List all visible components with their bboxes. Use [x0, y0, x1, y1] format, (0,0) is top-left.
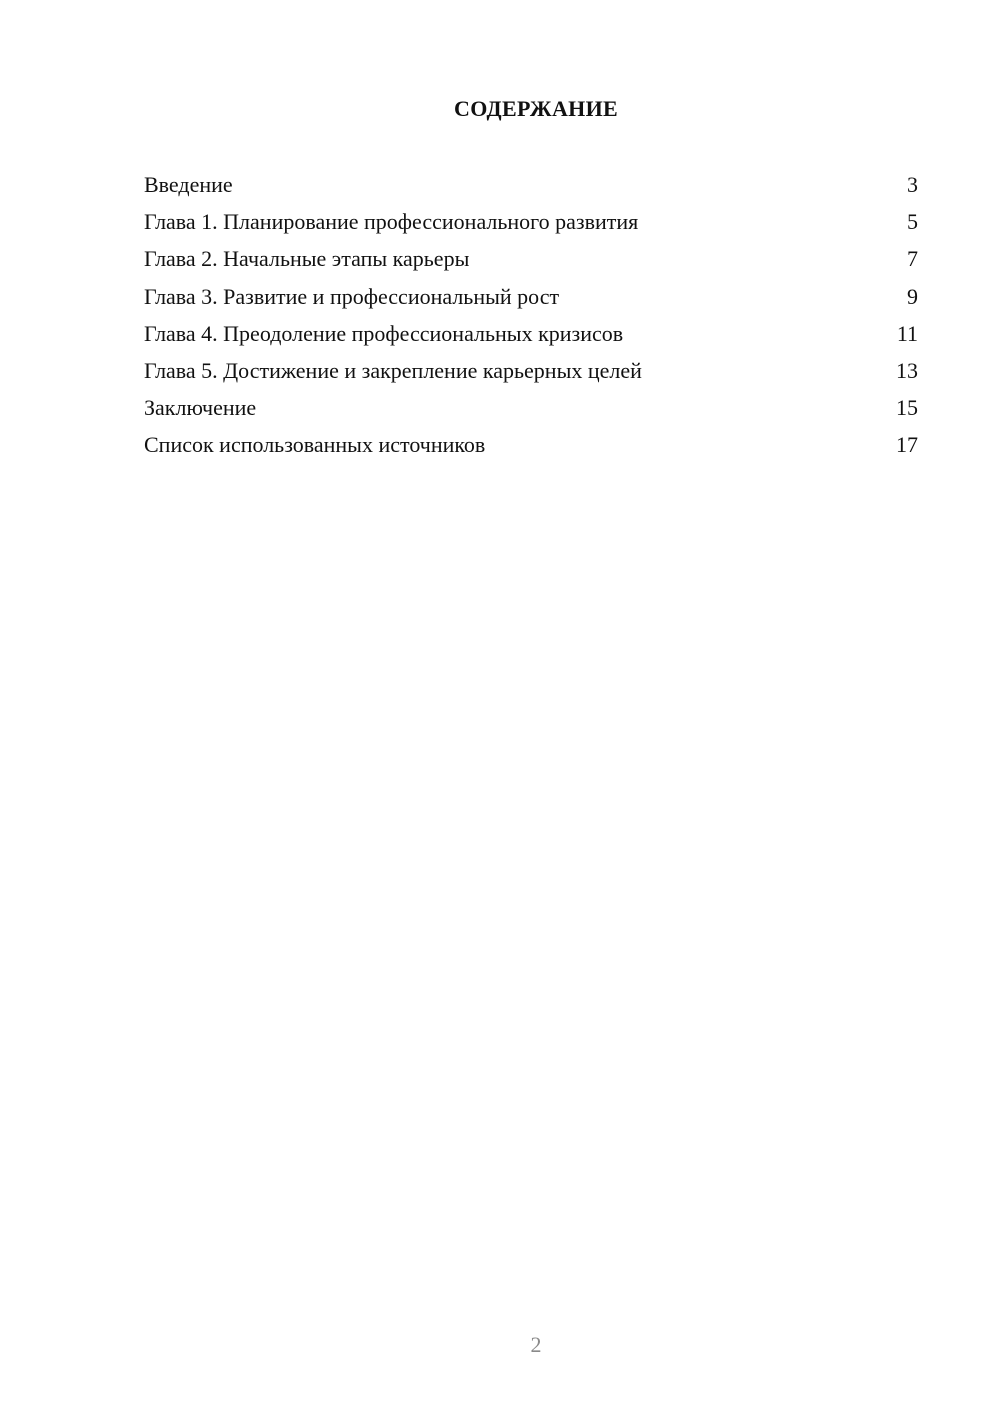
toc-entry-page: 3: [907, 172, 918, 197]
toc-entry-label: Введение: [144, 172, 233, 197]
toc-entry: [144, 430, 918, 467]
toc-entry-page: 15: [896, 395, 918, 421]
toc-list: [144, 170, 918, 468]
toc-entry-page: 13: [896, 357, 918, 383]
toc-entry-page: 7: [907, 246, 918, 272]
toc-entry-page: 11: [896, 320, 918, 346]
toc-entry-label: Заключение: [144, 395, 257, 421]
toc-entry: [144, 356, 918, 393]
page-number: 2: [530, 1332, 542, 1357]
toc-entry-page: 5: [907, 209, 918, 235]
toc-entry-label: Глава 5. Достижение и закрепление карьерных целей: [144, 357, 642, 383]
toc-entry: [144, 282, 918, 319]
toc-entry: [144, 244, 918, 281]
toc-entry-label: Глава 4. Преодоление профессиональных кризисов: [144, 320, 624, 346]
toc-entry-label: Глава 1. Планирование профессионального развития: [144, 209, 639, 235]
toc-entry-label: Список использованных источников: [144, 432, 486, 458]
toc-entry-page: 9: [907, 283, 918, 309]
toc-entry-label: Глава 3. Развитие и профессиональный рост: [144, 283, 560, 309]
toc-entry-label: Глава 2. Начальные этапы карьеры: [144, 246, 470, 272]
toc-entry: [144, 393, 918, 430]
toc-entry: [144, 170, 918, 207]
toc-entry-page: 17: [896, 432, 918, 458]
toc-entry: [144, 207, 918, 244]
toc-title: СОДЕРЖАНИЕ: [454, 96, 618, 121]
toc-entry: [144, 319, 918, 356]
